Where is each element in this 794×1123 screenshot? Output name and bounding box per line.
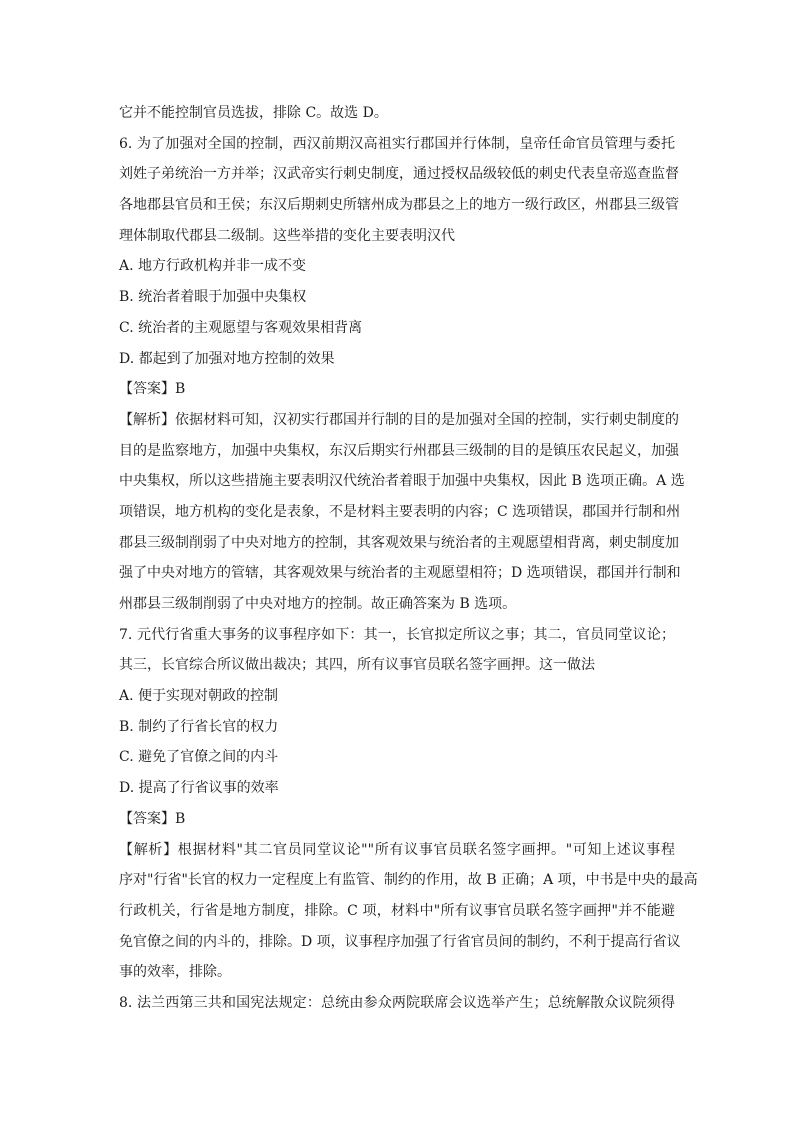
question-6-stem-line-3: 各地郡县官员和王侯；东汉后期刺史所辖州成为郡县之上的地方一级行政区，州郡县三级管 [119, 197, 679, 214]
question-6-option-d: D. 都起到了加强对地方控制的效果 [119, 350, 335, 367]
question-6-option-a: A. 地方行政机构并非一成不变 [119, 258, 307, 275]
question-6-option-c: C. 统治者的主观愿望与客观效果相背离 [119, 319, 363, 336]
question-7-option-b: B. 制约了行省长官的权力 [119, 718, 279, 735]
question-7-analysis-line-3: 行政机关，行省是地方制度，排除。C 项，材料中"所有议事官员联名签字画押"并不能避 [119, 902, 675, 919]
question-8-stem-line-1: 8. 法兰西第三共和国宪法规定：总统由参众两院联席会议选举产生；总统解散众议院须得 [119, 994, 675, 1011]
question-6-analysis-line-3: 中央集权，所以这些措施主要表明汉代统治者着眼于加强中央集权，因此 B 选项正确。A 选 [119, 473, 685, 490]
question-6-analysis-line-5: 郡县三级制削弱了中央对地方的控制，其客观效果与统治者的主观愿望相背离，刺史制度加 [119, 534, 679, 551]
question-6-stem-line-2: 刘姓子弟统治一方并举；汉武帝实行刺史制度，通过授权品级较低的刺史代表皇帝巡查监督 [119, 166, 679, 183]
question-6-stem-line-1: 6. 为了加强对全国的控制，西汉前期汉高祖实行郡国并行体制，皇帝任命官员管理与委托 [119, 135, 675, 152]
question-7-analysis-line-2: 序对"行省"长官的权力一定程度上有监管、制约的作用，故 B 正确；A 项，中书是中央的最高 [119, 872, 698, 889]
question-6 [119, 129, 685, 620]
question-6-option-b: B. 统治者着眼于加强中央集权 [119, 289, 307, 306]
question-7-analysis-line-1: 【解析】根据材料"其二官员同堂议论""所有议事官员联名签字画押。"可知上述议事程 [119, 841, 675, 858]
question-7-analysis-line-4: 免官僚之间的内斗的，排除。D 项，议事程序加强了行省官员间的制约，不利于提高行省议 [119, 933, 681, 950]
question-6-analysis-line-7: 州郡县三级制削弱了中央对地方的控制。故正确答案为 B 选项。 [119, 596, 517, 612]
question-7-stem-line-1: 7. 元代行省重大事务的议事程序如下：其一，长官拟定所议之事；其二，官员同堂议论； [119, 626, 675, 643]
question-7-option-c: C. 避免了官僚之间的内斗 [119, 749, 279, 766]
question-7-option-a: A. 便于实现对朝政的控制 [119, 688, 279, 705]
question-7-answer: 【答案】B [119, 810, 186, 827]
question-6-analysis-line-2: 目的是监察地方，加强中央集权，东汉后期实行州郡县三级制的目的是镇压农民起义，加强 [119, 442, 679, 459]
question-6-analysis-line-6: 强了中央对地方的管辖，其客观效果与统治者的主观愿望相符；D 选项错误，郡国并行制和 [119, 565, 681, 582]
question-7 [119, 620, 698, 988]
question-7-analysis-line-5: 事的效率，排除。 [119, 964, 231, 981]
intro-line: 它并不能控制官员选拔，排除 C。故选 D。 [119, 105, 388, 121]
question-7-option-d: D. 提高了行省议事的效率 [119, 780, 279, 797]
question-6-answer: 【答案】B [119, 381, 186, 398]
question-6-stem-line-4: 理体制取代郡县二级制。这些举措的变化主要表明汉代 [119, 227, 455, 244]
question-7-stem-line-2: 其三，长官综合所议做出裁决；其四，所有议事官员联名签字画押。这一做法 [119, 657, 595, 674]
question-6-analysis-line-1: 【解析】依据材料可知，汉初实行郡国并行制的目的是加强对全国的控制，实行刺史制度的 [119, 411, 679, 428]
document-content [119, 98, 698, 1019]
question-6-analysis-line-4: 项错误，地方机构的变化是表象，不是材料主要表明的内容；C 选项错误，郡国并行制和州 [119, 503, 681, 520]
question-8 [119, 988, 675, 1019]
